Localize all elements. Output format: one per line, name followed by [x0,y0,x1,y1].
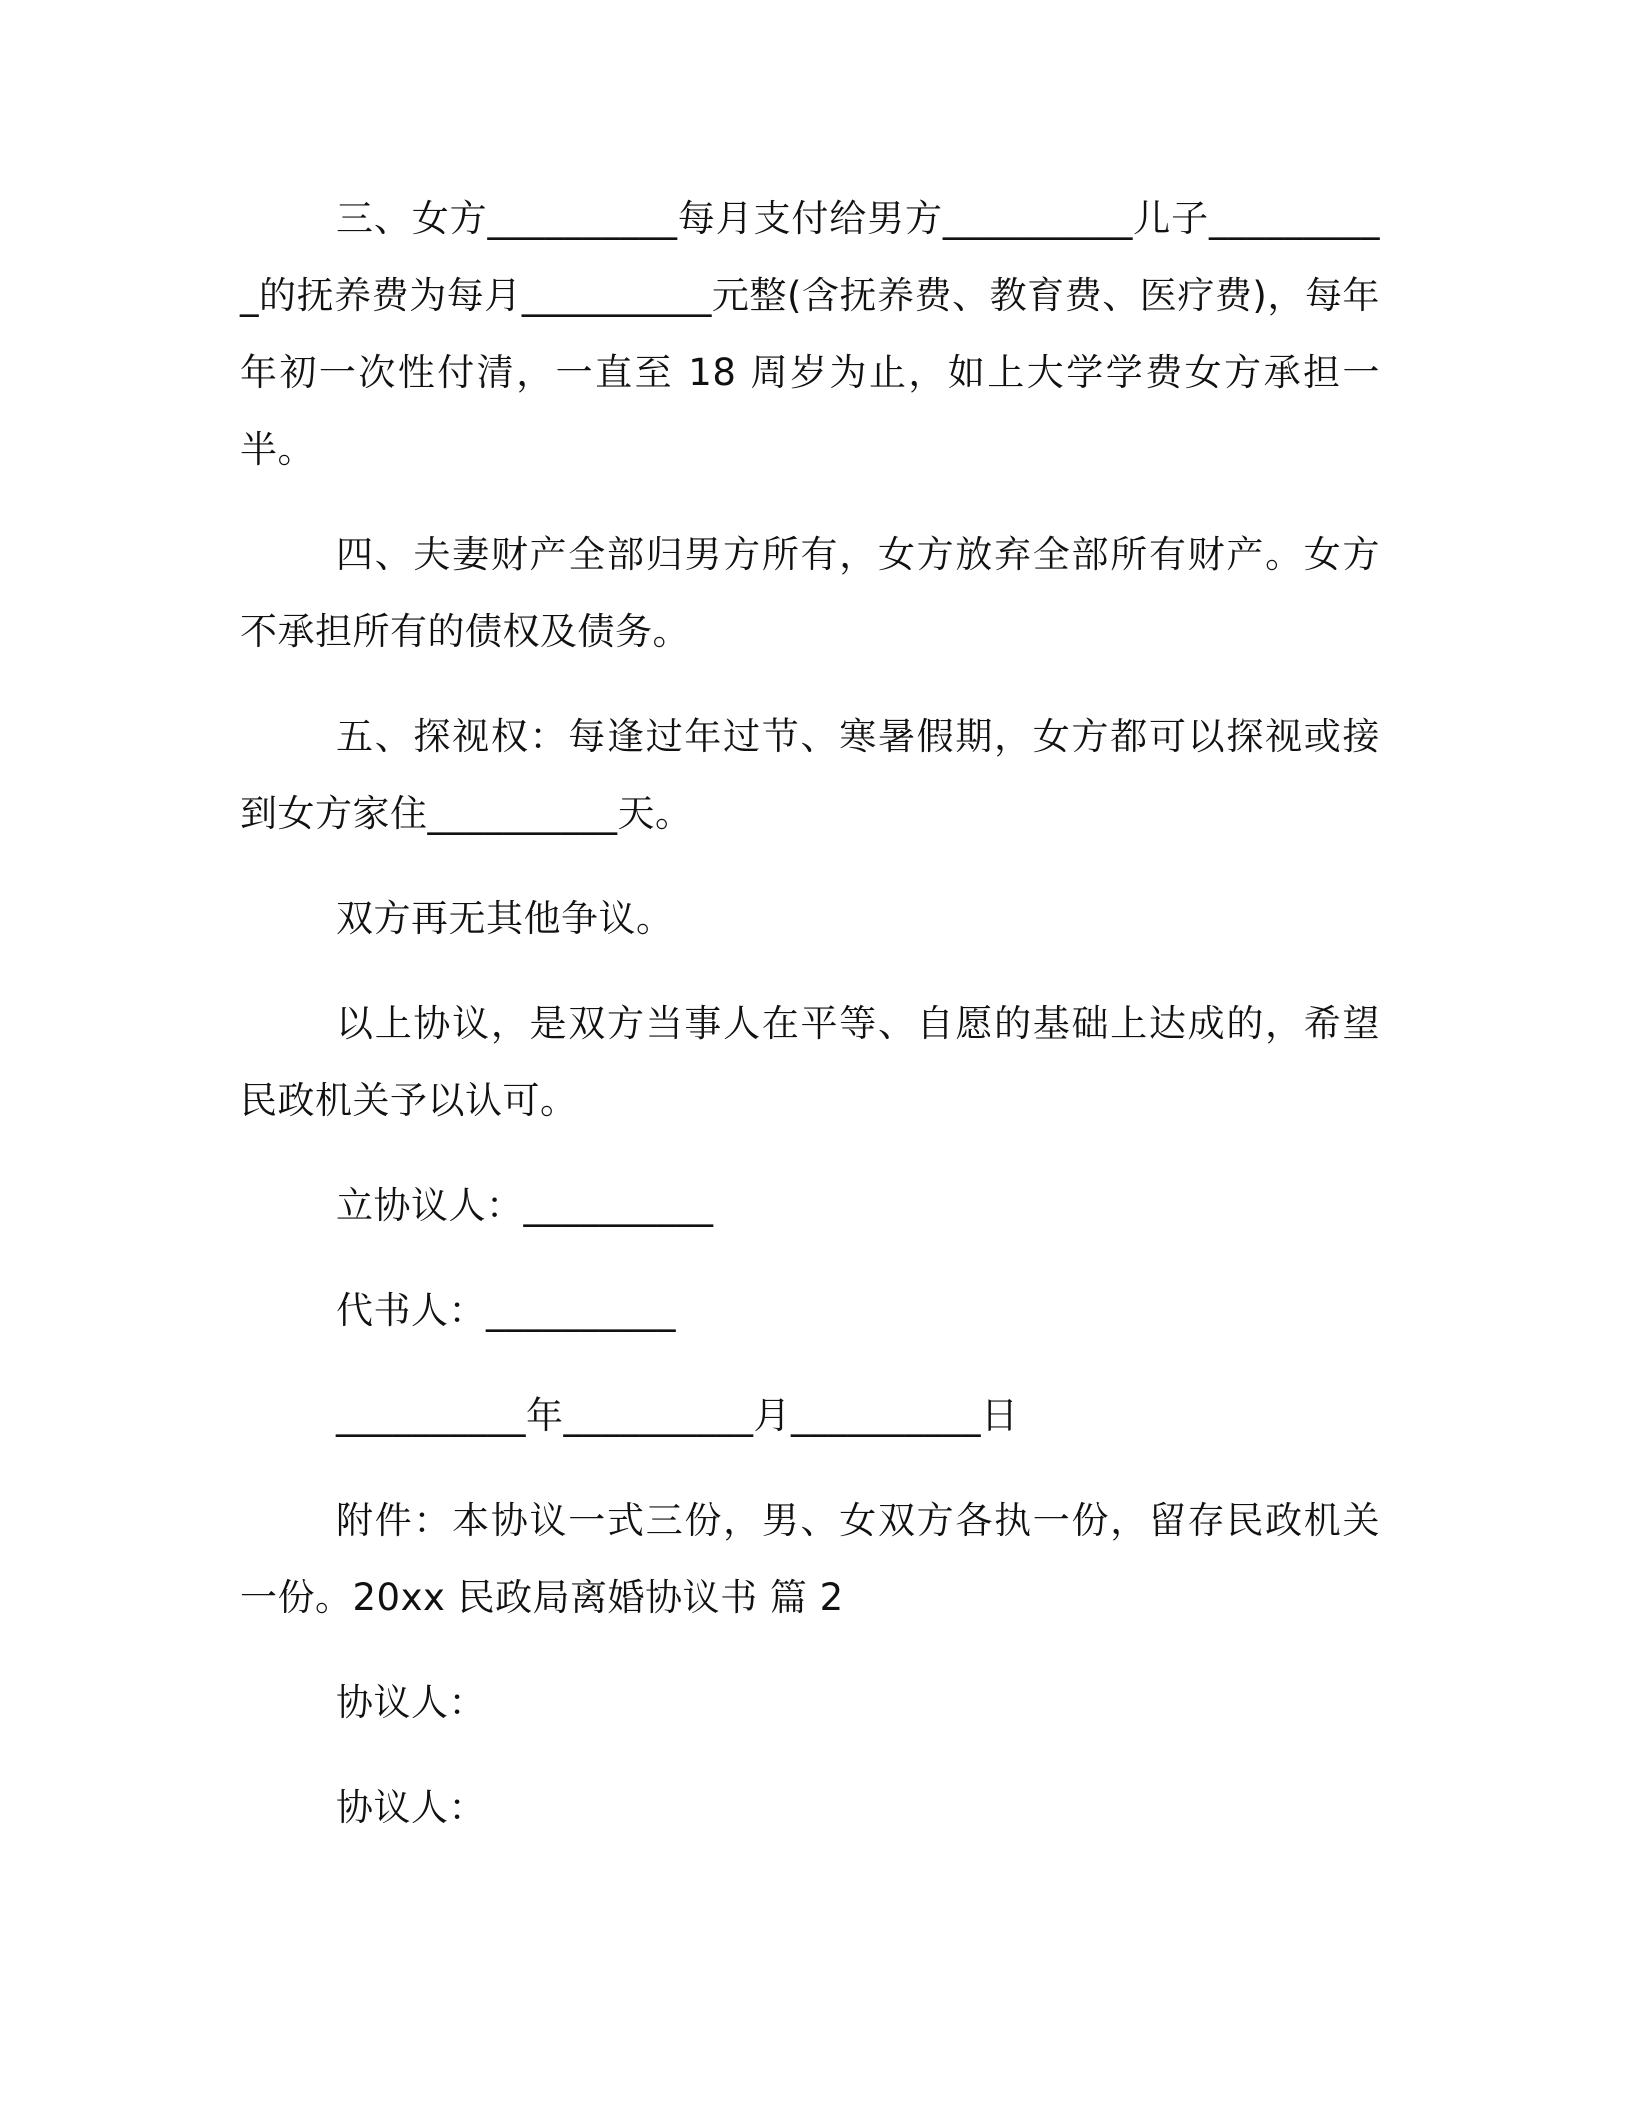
clause-three-child-support: 三、女方__________每月支付给男方__________儿子__________的抚养费为每月__________元整(含抚养费、教育费、医疗费)，每年年初一次性付清，一直至 18 周岁为止，如上大学学费女方承担一半。 [240,197,1380,471]
party-label-2: 协议人： [336,1786,486,1829]
clause-four-property: 四、夫妻财产全部归男方所有，女方放弃全部所有财产。女方不承担所有的债权及债务。 [240,533,1380,653]
clause-five-visitation: 五、探视权：每逢过年过节、寒暑假期，女方都可以探视或接到女方家住__________天。 [240,715,1380,835]
agreement-party-signature: 立协议人：__________ [336,1184,714,1227]
no-dispute-statement: 双方再无其他争议。 [336,897,674,940]
party-label-1: 协议人： [336,1681,486,1724]
agreement-recognition: 以上协议，是双方当事人在平等、自愿的基础上达成的，希望民政机关予以认可。 [240,1002,1380,1122]
scribe-signature: 代书人：__________ [336,1289,676,1332]
attachment-note: 附件：本协议一式三份，男、女双方各执一份，留存民政机关一份。20xx 民政局离婚协议书 篇 2 [240,1499,1380,1619]
document-body [240,180,1380,1874]
date-line: __________年__________月__________日 [336,1394,1019,1437]
